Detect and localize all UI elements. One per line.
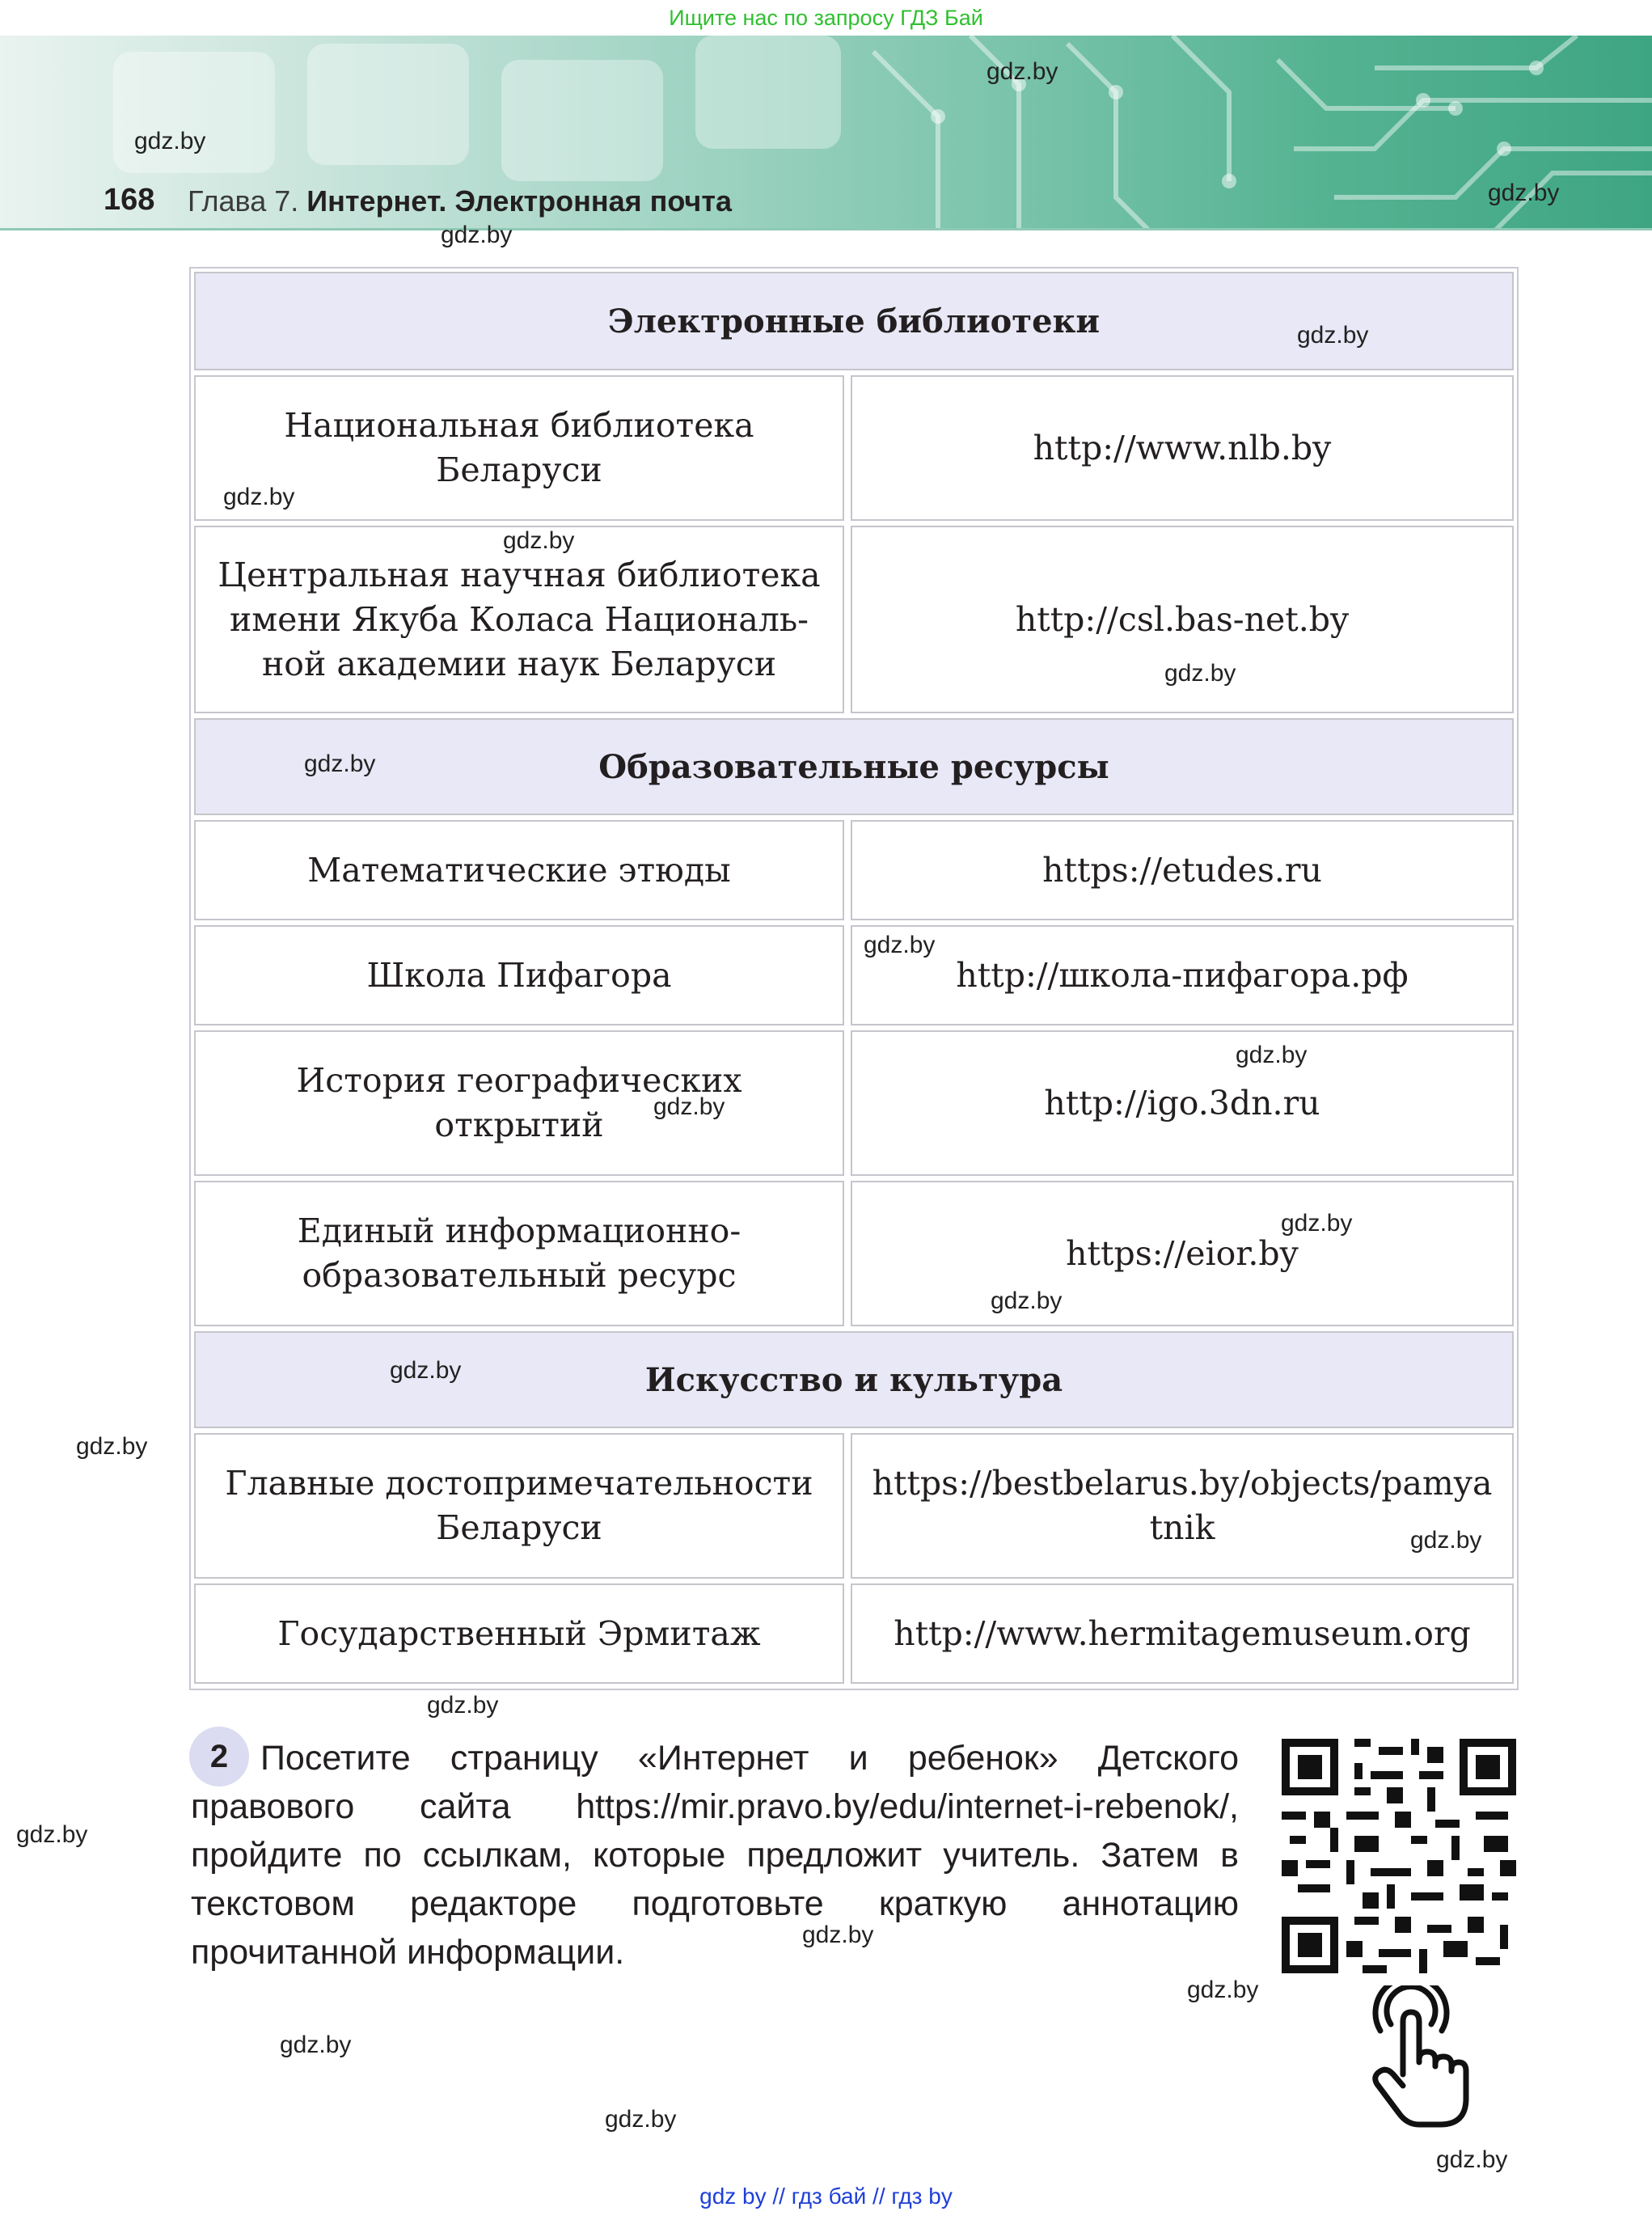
watermark: gdz.by	[280, 2032, 352, 2058]
resource-name: История географических открытий	[194, 1030, 844, 1176]
resource-name: Главные достопримечательности Беларуси	[194, 1433, 844, 1579]
watermark: gdz.by	[1281, 1210, 1353, 1237]
promo-banner-text[interactable]: Ищите нас по запросу ГДЗ Бай	[669, 6, 983, 30]
watermark: gdz.by	[223, 484, 295, 510]
watermark: gdz.by	[427, 1692, 499, 1719]
resource-name: Центральная научная библиотека имени Якуба Коласа Националь-ной академии наук Беларуси	[194, 526, 844, 713]
watermark: gdz.by	[1297, 322, 1369, 349]
watermark: gdz.by	[802, 1922, 874, 1948]
watermark: gdz.by	[991, 1287, 1063, 1314]
watermark: gdz.by	[1187, 1977, 1259, 2003]
section-header-culture: Искусство и культура	[194, 1331, 1514, 1428]
section-header-libraries: Электронные библиотеки	[194, 272, 1514, 370]
watermark: gdz.by	[1436, 2146, 1508, 2173]
resource-url[interactable]: http://школа-пифагора.рф	[851, 925, 1514, 1025]
watermark: gdz.by	[503, 527, 575, 554]
section-header-education: Образовательные ресурсы	[194, 718, 1514, 815]
resource-url[interactable]: http://igo.3dn.ru	[851, 1030, 1514, 1176]
chapter-title: Интернет. Электронная почта	[306, 184, 732, 218]
watermark: gdz.by	[390, 1357, 462, 1384]
watermark: gdz.by	[1488, 180, 1560, 206]
page-number: 168	[104, 183, 155, 217]
resource-url[interactable]: https://eior.by	[851, 1181, 1514, 1326]
watermark: gdz.by	[864, 932, 936, 958]
resource-name: Национальная библиотека Беларуси	[194, 375, 844, 521]
resource-url[interactable]: http://csl.bas-net.by	[851, 526, 1514, 713]
resource-name: Государственный Эрмитаж	[194, 1583, 844, 1684]
resource-url[interactable]: http://www.nlb.by	[851, 375, 1514, 521]
qr-code-icon[interactable]	[1282, 1739, 1516, 1973]
watermark: gdz.by	[987, 58, 1058, 85]
task-text: Посетите страницу «Интернет и ребенок» Детского правового сайта https://mir.pravo.by/edu/internet-i-rebenok/, пройдите по ссылкам, которые предложит учитель. Затем в текстовом редакторе подготовьте краткую аннотацию прочитанной информации.	[191, 1739, 1239, 1972]
watermark: gdz.by	[605, 2106, 677, 2133]
footer-links[interactable]: gdz by // гдз бай // гдз by	[699, 2184, 953, 2209]
resource-name: Школа Пифагора	[194, 925, 844, 1025]
watermark: gdz.by	[441, 222, 513, 248]
resource-url[interactable]: http://www.hermitagemuseum.org	[851, 1583, 1514, 1684]
watermark: gdz.by	[653, 1093, 725, 1120]
hand-pointer-icon	[1363, 1985, 1476, 2131]
watermark: gdz.by	[134, 128, 206, 154]
watermark: gdz.by	[1410, 1527, 1482, 1554]
resource-name: Математические этюды	[194, 820, 844, 920]
chapter-heading	[188, 184, 732, 218]
resource-url[interactable]: https://etudes.ru	[851, 820, 1514, 920]
watermark: gdz.by	[304, 750, 376, 777]
watermark: gdz.by	[1164, 660, 1236, 687]
banner-divider	[0, 228, 1652, 230]
watermark: gdz.by	[1236, 1042, 1308, 1068]
resources-table	[189, 267, 1519, 1690]
chapter-label: Глава 7.	[188, 184, 299, 218]
resource-url[interactable]: https://bestbelarus.by/objects/pamyatnik	[851, 1433, 1514, 1579]
watermark: gdz.by	[76, 1433, 148, 1460]
watermark: gdz.by	[16, 1821, 88, 1848]
resource-name: Единый информационно-образовательный ресурс	[194, 1181, 844, 1326]
task-number-badge: 2	[189, 1727, 249, 1786]
